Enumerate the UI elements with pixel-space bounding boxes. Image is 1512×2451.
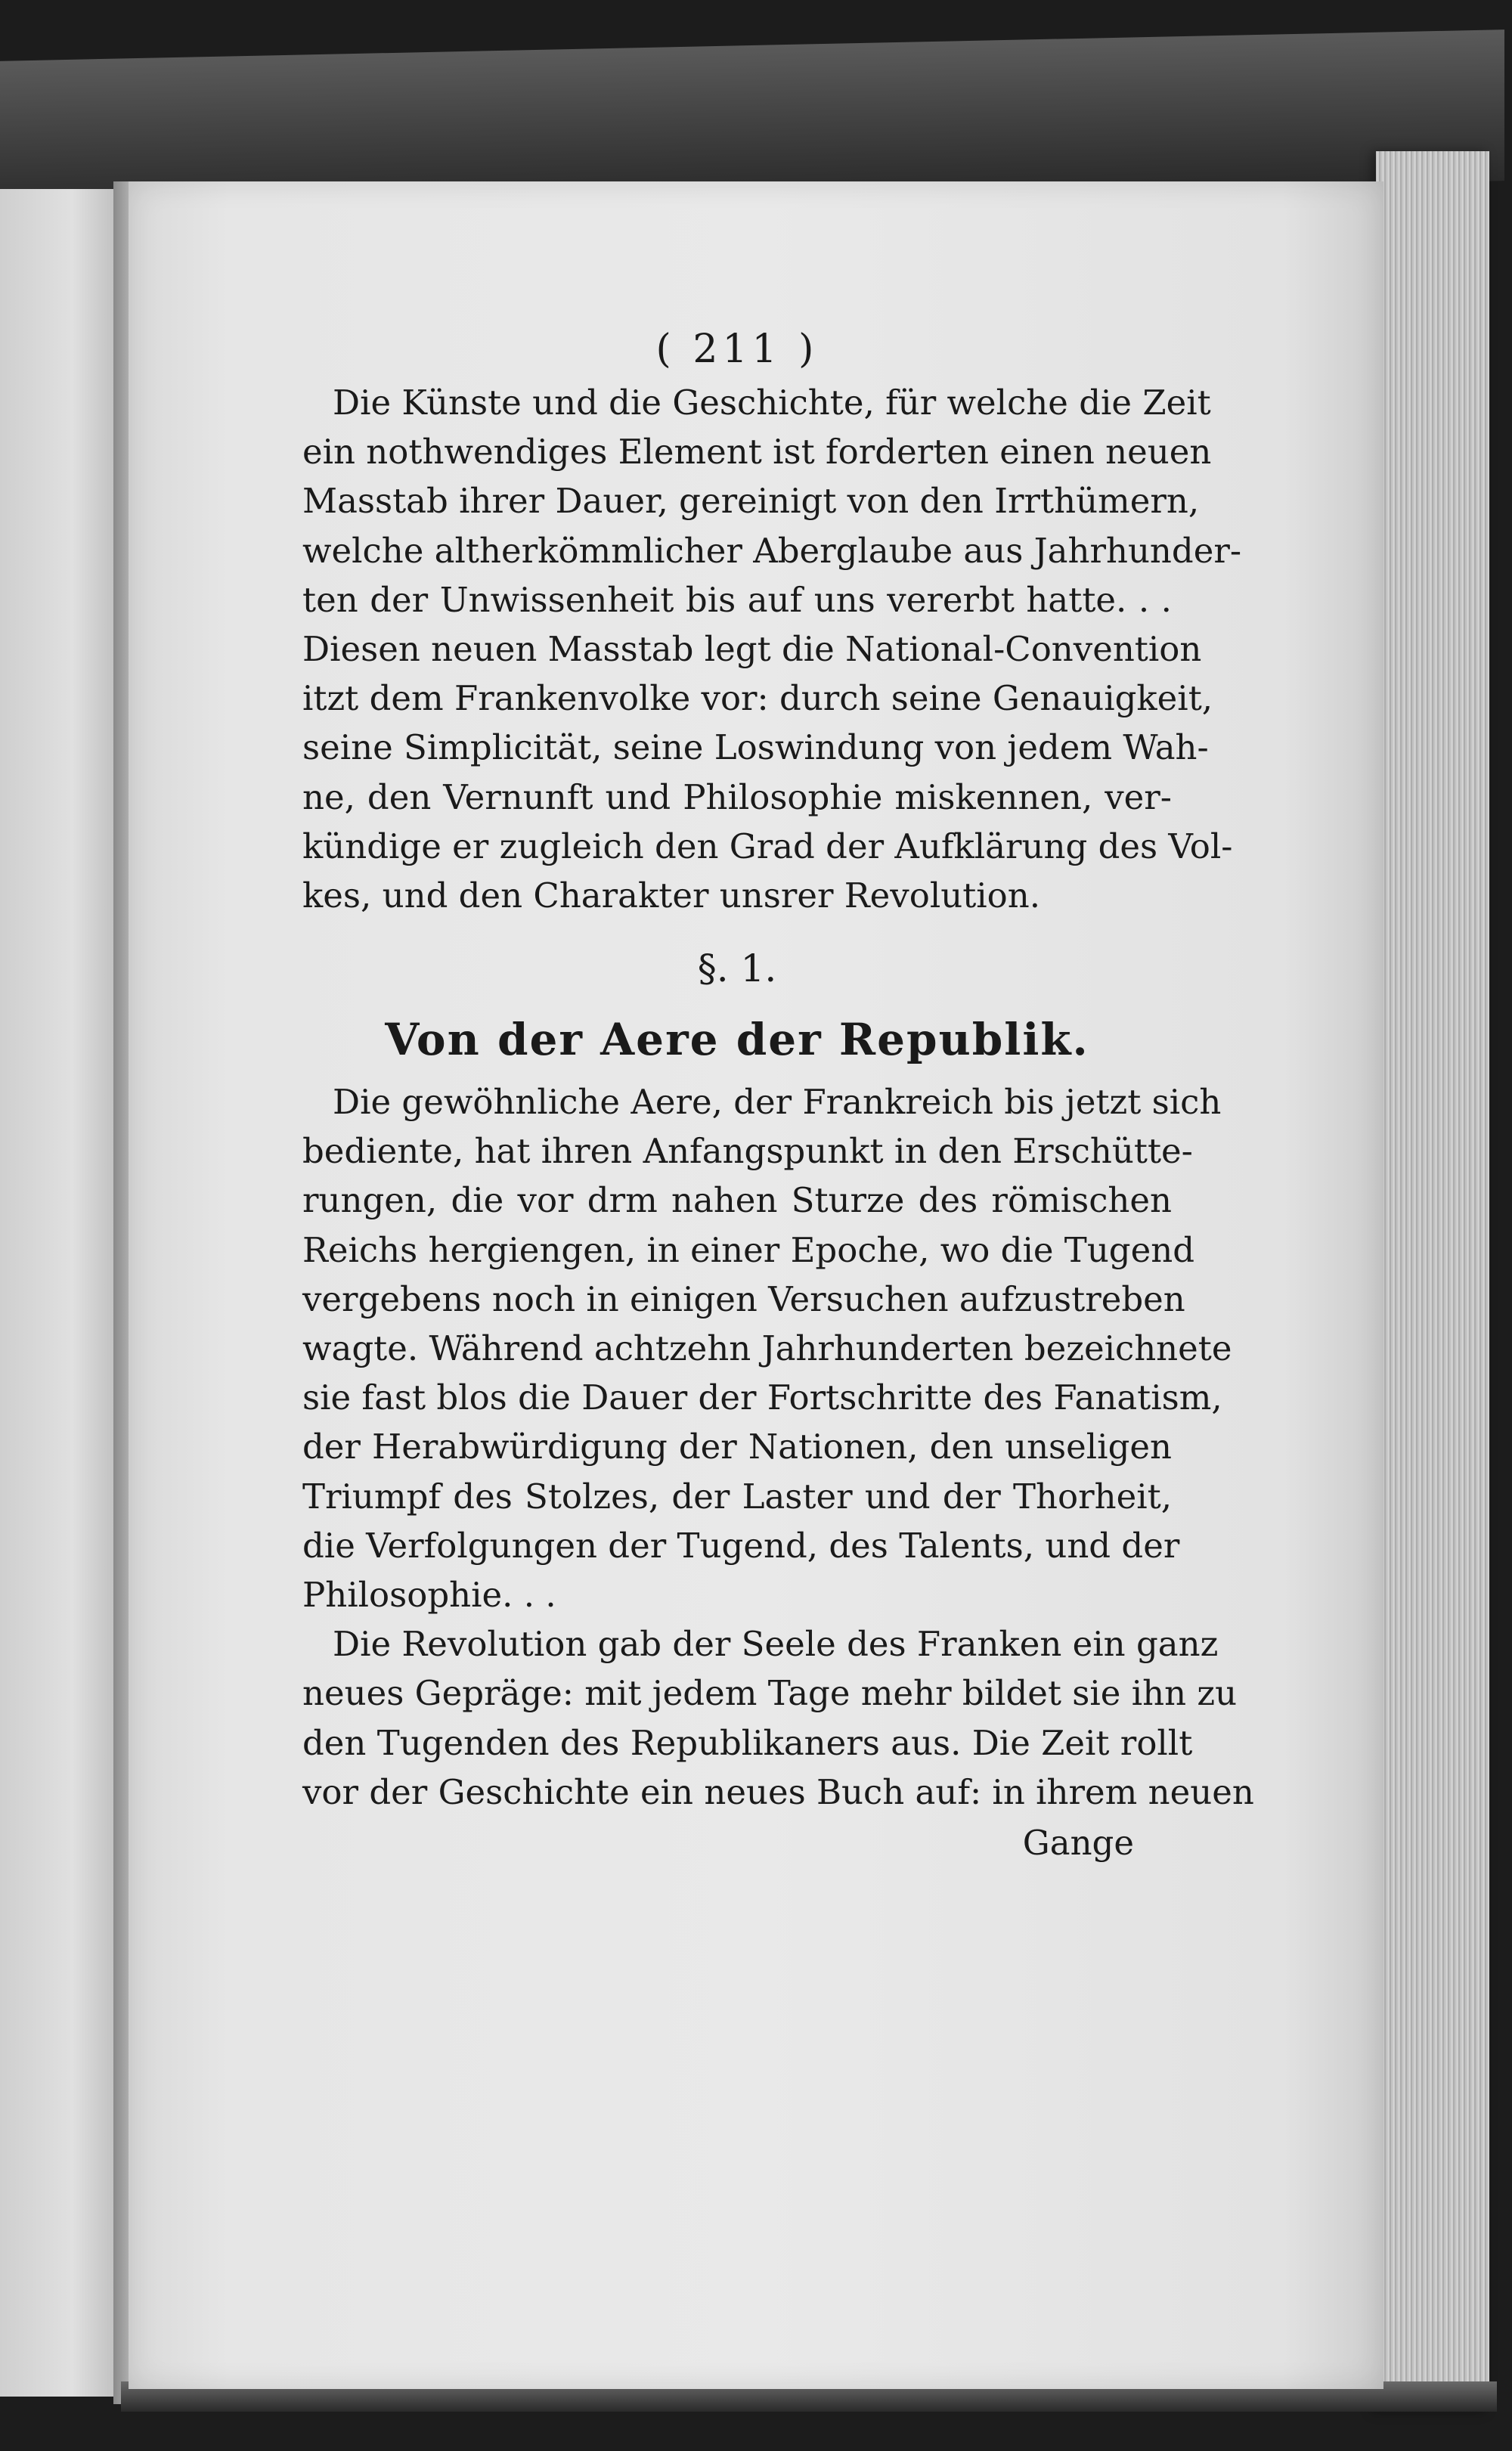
text-line: Diesen neuen Masstab legt die National-Convention — [302, 628, 1202, 669]
text-line: seine Simplicität, seine Loswindung von jedem Wah- — [302, 727, 1209, 768]
text-line: vor der Geschichte ein neues Buch auf: in ihrem neuen — [302, 1771, 1254, 1812]
page-stack-edge — [1376, 151, 1489, 2412]
text-line: vergebens noch in einigen Versuchen aufzustreben — [302, 1278, 1185, 1319]
page-text-block — [302, 325, 1254, 1870]
text-line: Die gewöhnliche Aere, der Frankreich bis jetzt sich — [333, 1082, 1222, 1123]
page-number: ( 211 ) — [655, 327, 819, 372]
text-line: neues Gepräge: mit jedem Tage mehr bildet sie ihn zu — [302, 1673, 1238, 1714]
text-line: itzt dem Frankenvolke vor: durch seine Genauigkeit, — [302, 678, 1213, 719]
text-line: kes, und den Charakter unsrer Revolution. — [302, 875, 1041, 916]
text-line: der Herabwürdigung der Nationen, den unseligen — [302, 1427, 1172, 1467]
paragraph-3 — [302, 1619, 1254, 1817]
text-line: sie fast blos die Dauer der Fortschritte des Fanatism, — [302, 1377, 1222, 1418]
facing-page-edge — [0, 189, 121, 2397]
text-line: ein nothwendiges Element ist forderten einen neuen — [302, 432, 1212, 473]
text-line: rungen, die vor drm nahen Sturze des römischen — [302, 1180, 1172, 1221]
text-line: Reichs hergiengen, in einer Epoche, wo die Tugend — [302, 1229, 1195, 1270]
text-line: Die Künste und die Geschichte, für welche die Zeit — [333, 383, 1211, 423]
text-line: bediente, hat ihren Anfangspunkt in den Erschütte- — [302, 1131, 1193, 1172]
section-mark: §. 1. — [697, 947, 777, 991]
text-line: wagte. Während achtzehn Jahrhunderten bezeichnete — [302, 1328, 1232, 1368]
paragraph-1 — [302, 378, 1242, 920]
section-heading: Von der Aere der Republik. — [385, 1014, 1089, 1066]
text-line: kündige er zugleich den Grad der Aufklärung des Vol- — [302, 826, 1233, 866]
text-line: Masstab ihrer Dauer, gereinigt von den Irrthümern, — [302, 481, 1200, 522]
text-line: Triumpf des Stolzes, der Laster und der Thorheit, — [302, 1476, 1172, 1517]
text-line: ten der Unwissenheit bis auf uns vererbt hatte. . . — [302, 579, 1172, 620]
catchword: Gange — [1022, 1822, 1134, 1863]
text-line: die Verfolgungen der Tugend, des Talents, und der — [302, 1525, 1180, 1566]
text-line: welche altherkömmlicher Aberglaube aus Jahrhunder- — [302, 530, 1242, 571]
paragraph-2 — [302, 1077, 1232, 1619]
text-line: den Tugenden des Republikaners aus. Die Zeit rollt — [302, 1722, 1193, 1763]
text-line: Philosophie. . . — [302, 1574, 556, 1615]
text-line: ne, den Vernunft und Philosophie miskennen, ver- — [302, 776, 1172, 817]
text-line: Die Revolution gab der Seele des Franken ein ganz — [333, 1624, 1219, 1665]
